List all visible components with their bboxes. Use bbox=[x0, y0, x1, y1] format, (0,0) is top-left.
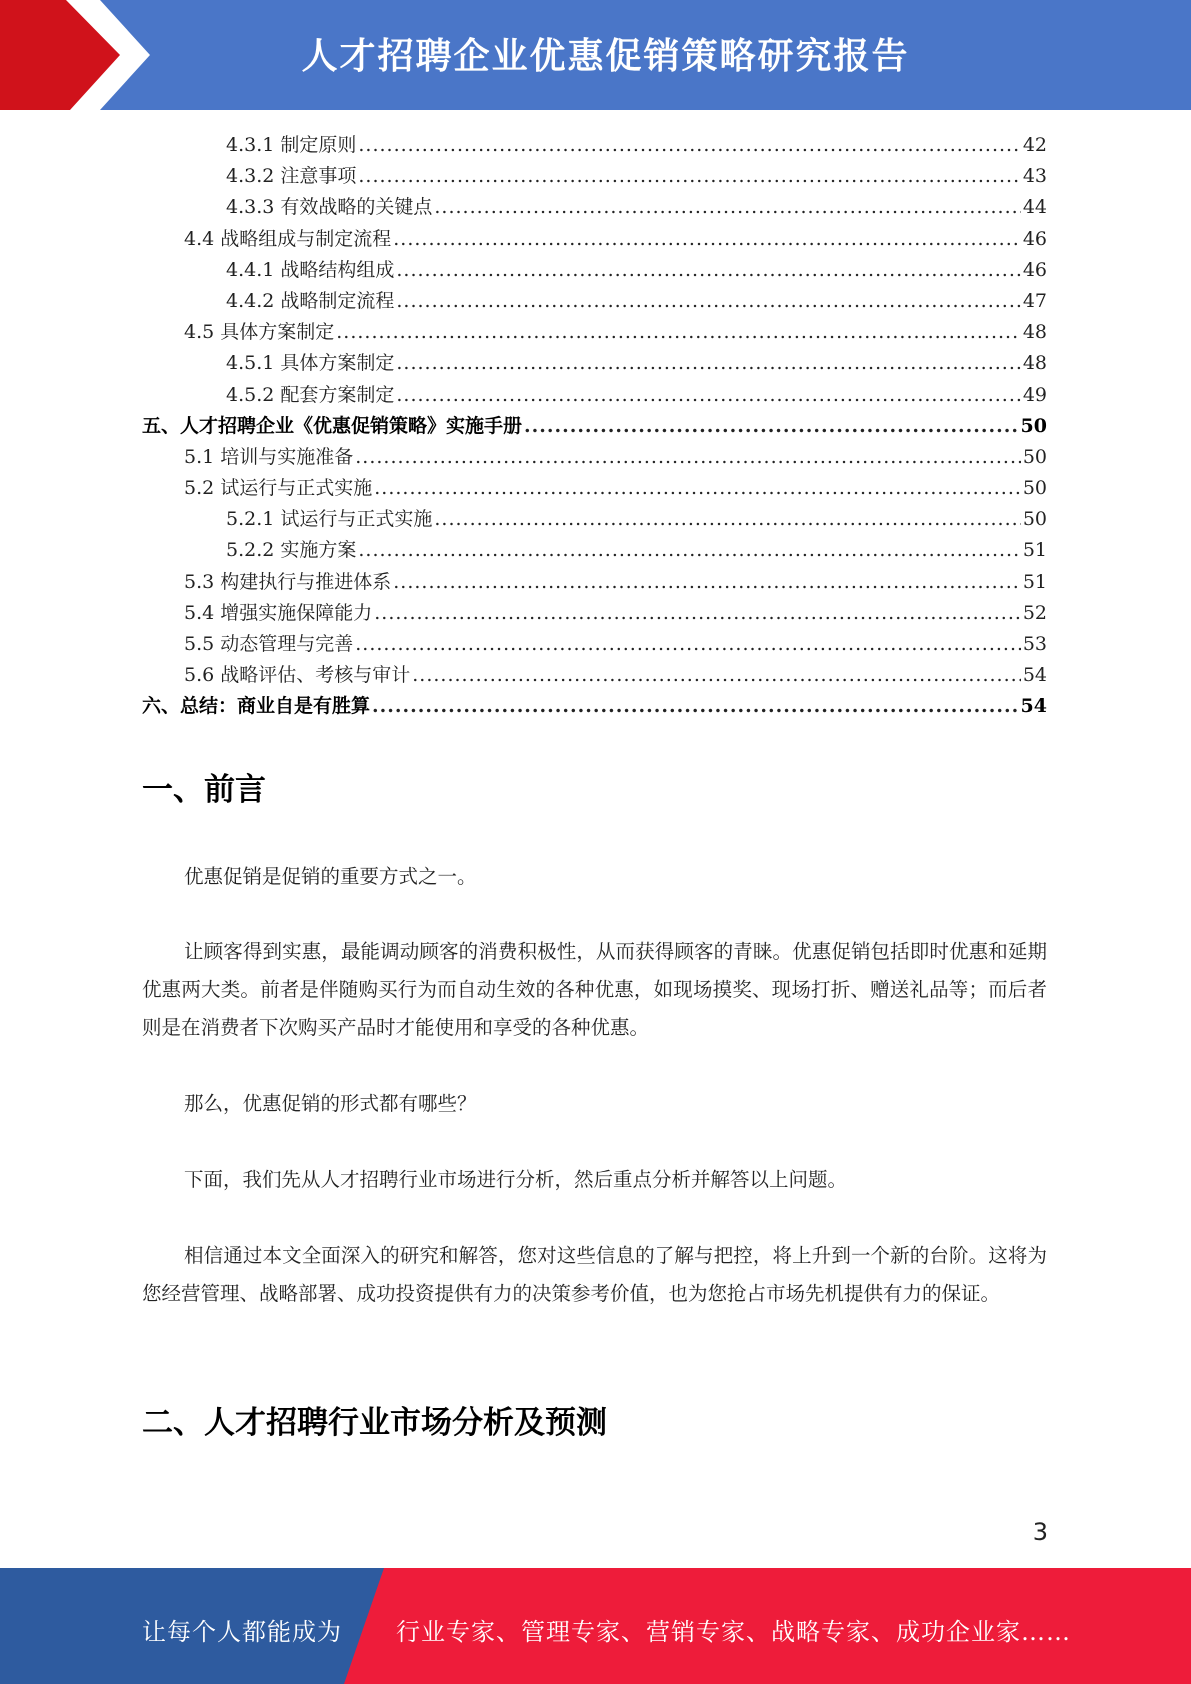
toc-entry[interactable] bbox=[142, 535, 1047, 566]
toc-leader-dots bbox=[524, 415, 1019, 437]
body-paragraph: 下面，我们先从人才招聘行业市场进行分析，然后重点分析并解答以上问题。 bbox=[184, 1168, 848, 1191]
toc-entry-label: 五、人才招聘企业《优惠促销策略》实施手册 bbox=[142, 414, 523, 437]
toc-entry[interactable] bbox=[142, 442, 1047, 473]
toc-entry-page: 46 bbox=[1022, 258, 1047, 281]
toc-entry-page: 54 bbox=[1020, 695, 1047, 718]
toc-entry-page: 42 bbox=[1022, 134, 1047, 156]
toc-leader-dots bbox=[412, 664, 1021, 686]
toc-entry-label: 4.3.2 注意事项 bbox=[226, 165, 357, 188]
toc-leader-dots bbox=[372, 695, 1019, 717]
toc-entry[interactable] bbox=[142, 598, 1047, 629]
footer-slogan-right: 行业专家、管理专家、营销专家、战略专家、成功企业家…… bbox=[396, 1618, 1071, 1646]
toc-entry[interactable] bbox=[142, 629, 1047, 660]
footer-banner bbox=[0, 1568, 1191, 1684]
toc-entry-page: 54 bbox=[1022, 664, 1047, 687]
footer-slogan-left: 让每个人都能成为 bbox=[142, 1618, 342, 1646]
toc-leader-dots bbox=[396, 290, 1020, 312]
toc-entry[interactable] bbox=[142, 660, 1047, 691]
page-number: 3 bbox=[1032, 1518, 1048, 1546]
toc-entry[interactable] bbox=[142, 473, 1047, 504]
toc-entry-label: 5.3 构建执行与推进体系 bbox=[184, 570, 392, 593]
toc-entry-label: 5.6 战略评估、考核与审计 bbox=[184, 664, 411, 687]
toc-entry[interactable] bbox=[142, 224, 1047, 255]
toc-leader-dots bbox=[355, 446, 1021, 468]
toc-entry-page: 46 bbox=[1022, 227, 1047, 250]
section-heading-market-analysis: 二、人才招聘行业市场分析及预测 bbox=[142, 1405, 607, 1441]
toc-entry-label: 4.5.1 具体方案制定 bbox=[226, 352, 395, 375]
toc-entry-page: 50 bbox=[1022, 477, 1047, 500]
toc-entry-page: 47 bbox=[1022, 289, 1047, 312]
toc-entry[interactable] bbox=[142, 255, 1047, 286]
toc-leader-dots bbox=[434, 508, 1020, 530]
report-title: 人才招聘企业优惠促销策略研究报告 bbox=[301, 36, 910, 77]
toc-entry-page: 48 bbox=[1022, 352, 1047, 375]
toc-entry-page: 50 bbox=[1020, 414, 1047, 437]
toc-leader-dots bbox=[358, 539, 1020, 561]
toc-entry-label: 4.5 具体方案制定 bbox=[184, 321, 335, 344]
toc-leader-dots bbox=[374, 477, 1021, 499]
toc-entry-label: 4.4 战略组成与制定流程 bbox=[184, 227, 392, 250]
toc-entry[interactable] bbox=[142, 380, 1047, 411]
toc-leader-dots bbox=[396, 259, 1020, 281]
toc-entry[interactable] bbox=[142, 567, 1047, 598]
toc-entry-page: 52 bbox=[1022, 601, 1047, 624]
toc-entry-page: 49 bbox=[1022, 383, 1047, 406]
body-paragraph: 相信通过本文全面深入的研究和解答，您对这些信息的了解与把控，将上升到一个新的台阶。这将为您经营管理、战略部署、成功投资提供有力的决策参考价值，也为您抢占市场先机提供有力的保证。 bbox=[142, 1244, 1047, 1305]
toc-entry[interactable] bbox=[142, 286, 1047, 317]
toc-entry[interactable] bbox=[142, 161, 1047, 192]
toc-entry[interactable] bbox=[142, 504, 1047, 535]
toc-entry[interactable] bbox=[142, 192, 1047, 223]
toc-leader-dots bbox=[393, 571, 1021, 593]
toc-leader-dots bbox=[336, 321, 1021, 343]
section-heading-preface: 一、前言 bbox=[142, 772, 266, 808]
toc-entry-label: 5.2.2 实施方案 bbox=[226, 539, 357, 562]
toc-entry[interactable] bbox=[142, 130, 1047, 161]
toc-entry-page: 48 bbox=[1022, 321, 1047, 344]
toc-entry-label: 4.3.3 有效战略的关键点 bbox=[226, 196, 433, 219]
toc-entry-label: 5.5 动态管理与完善 bbox=[184, 633, 354, 655]
toc-entry-label: 5.2.1 试运行与正式实施 bbox=[226, 508, 433, 531]
toc-chapter-entry[interactable] bbox=[142, 691, 1047, 722]
body-paragraph: 让顾客得到实惠，最能调动顾客的消费积极性，从而获得顾客的青睐。优惠促销包括即时优惠和延期优惠两大类。前者是伴随购买行为而自动生效的各种优惠，如现场摸奖、现场打折、赠送礼品等；而后者则是在消费者下次购买产品时才能使用和享受的各种优惠。 bbox=[142, 940, 1047, 1039]
toc-leader-dots bbox=[434, 196, 1020, 218]
toc-entry-page: 51 bbox=[1022, 570, 1047, 593]
toc-entry-label: 4.5.2 配套方案制定 bbox=[226, 383, 395, 406]
toc-entry-label: 5.1 培训与实施准备 bbox=[184, 445, 354, 468]
toc-entry[interactable] bbox=[142, 348, 1047, 379]
toc-chapter-entry[interactable] bbox=[142, 411, 1047, 442]
body-paragraph: 优惠促销是促销的重要方式之一。 bbox=[184, 865, 477, 888]
body-paragraph: 那么，优惠促销的形式都有哪些？ bbox=[184, 1092, 477, 1115]
toc-entry-label: 4.3.1 制定原则 bbox=[226, 134, 357, 156]
table-of-contents bbox=[142, 130, 1047, 723]
toc-entry-label: 4.4.2 战略制定流程 bbox=[226, 289, 395, 312]
toc-entry-page: 53 bbox=[1022, 633, 1047, 655]
toc-leader-dots bbox=[358, 134, 1020, 156]
toc-entry-page: 44 bbox=[1022, 196, 1047, 219]
toc-entry[interactable] bbox=[142, 317, 1047, 348]
toc-entry-label: 六、总结：商业自是有胜算 bbox=[142, 695, 371, 718]
toc-leader-dots bbox=[396, 384, 1020, 406]
toc-entry-page: 51 bbox=[1022, 539, 1047, 562]
header-banner bbox=[0, 0, 1191, 110]
toc-entry-page: 50 bbox=[1022, 445, 1047, 468]
toc-entry-label: 4.4.1 战略结构组成 bbox=[226, 258, 395, 281]
toc-entry-page: 43 bbox=[1022, 165, 1047, 188]
toc-entry-label: 5.2 试运行与正式实施 bbox=[184, 477, 373, 500]
toc-leader-dots bbox=[355, 633, 1021, 655]
toc-leader-dots bbox=[396, 352, 1020, 374]
toc-leader-dots bbox=[358, 165, 1020, 187]
toc-leader-dots bbox=[393, 228, 1021, 250]
toc-leader-dots bbox=[374, 602, 1021, 624]
toc-entry-label: 5.4 增强实施保障能力 bbox=[184, 601, 373, 624]
toc-entry-page: 50 bbox=[1022, 508, 1047, 531]
